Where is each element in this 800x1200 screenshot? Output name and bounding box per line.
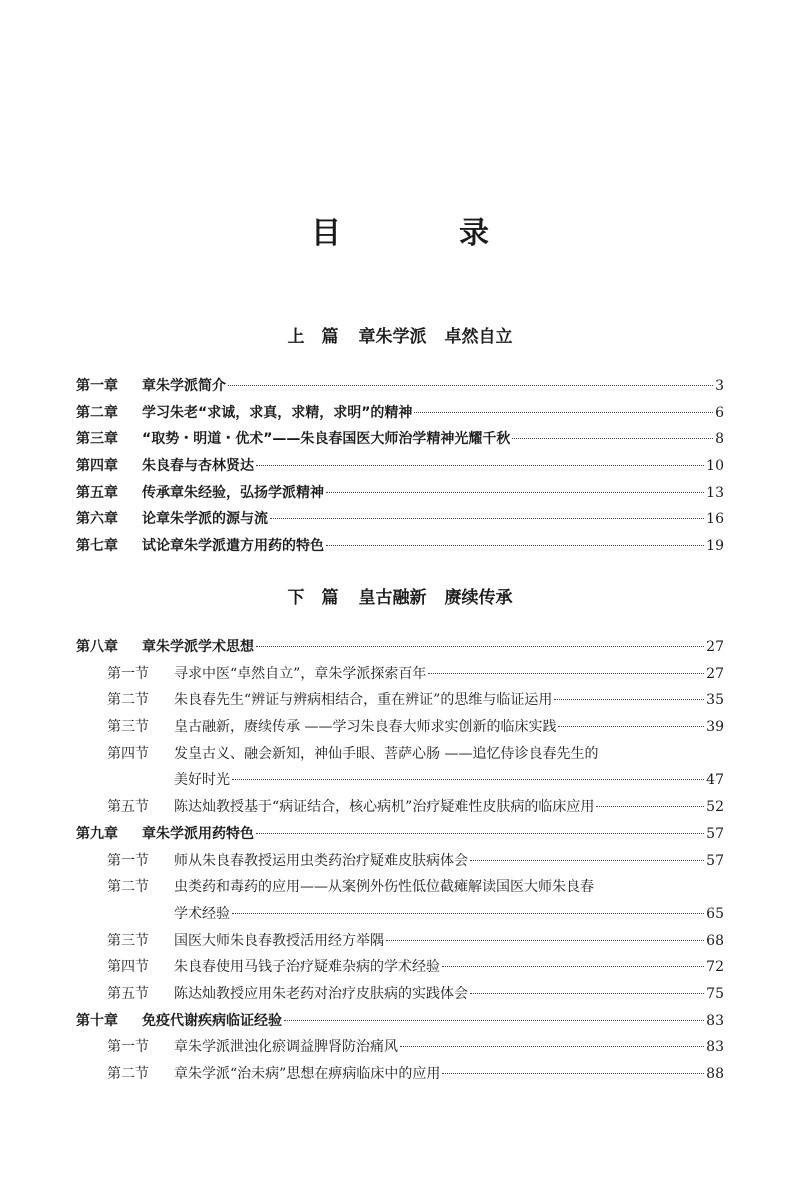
page-number: 39 — [706, 719, 724, 736]
toc-upper-list — [76, 373, 724, 560]
section-title: 发皇古义、融会新知，神仙手眼、菩萨心肠 ——追忆侍诊良春先生的 — [174, 745, 599, 762]
page-number: 65 — [706, 905, 724, 922]
section-number: 第一节 — [107, 665, 149, 682]
dot-leader — [554, 699, 704, 700]
dot-leader — [596, 806, 704, 807]
toc-entry-section[interactable] — [76, 741, 724, 768]
chapter-title: “取势・明道・优术”——朱良春国医大师治学精神光耀千秋 — [142, 431, 511, 448]
chapter-title: 章朱学派学术思想 — [142, 639, 254, 655]
section-number: 第五节 — [107, 985, 149, 1002]
part-heading-lower — [0, 583, 800, 608]
page-number: 72 — [706, 959, 724, 976]
part-title-b: 卓然自立 — [444, 327, 513, 347]
section-title: 虫类药和毒药的应用——从案例外伤性低位截瘫解读国医大师朱良春 — [174, 879, 594, 896]
section-title-continued: 美好时光 — [174, 772, 230, 789]
toc-entry-section[interactable] — [76, 794, 724, 821]
chapter-number: 第九章 — [76, 825, 118, 842]
part-label: 上 篇 — [287, 327, 339, 347]
dot-leader — [442, 1073, 704, 1074]
toc-entry-section[interactable] — [76, 981, 724, 1008]
section-title: 师从朱良春教授运用虫类药治疗疑难皮肤病体会 — [174, 852, 468, 869]
chapter-title: 试论章朱学派遣方用药的特色 — [142, 538, 324, 555]
toc-entry-section[interactable] — [76, 1034, 724, 1061]
dot-leader — [256, 465, 704, 466]
section-title: 陈达灿教授应用朱老药对治疗皮肤病的实践体会 — [174, 985, 468, 1002]
toc-entry-section[interactable] — [76, 928, 724, 955]
page-number: 16 — [706, 511, 724, 528]
section-number: 第三节 — [107, 932, 149, 949]
toc-entry-chapter-7[interactable] — [76, 533, 724, 560]
page-number: 8 — [715, 431, 724, 448]
chapter-number: 第七章 — [76, 538, 118, 555]
dot-leader — [284, 1020, 704, 1021]
dot-leader — [256, 833, 704, 834]
chapter-number: 第二章 — [76, 404, 118, 421]
toc-lower-list — [76, 634, 724, 1088]
chapter-number: 第一章 — [76, 378, 118, 394]
dot-leader — [400, 1046, 704, 1047]
section-number: 第四节 — [107, 745, 149, 762]
toc-entry-chapter-1[interactable] — [76, 373, 724, 400]
dot-leader — [470, 860, 704, 861]
toc-entry-chapter-2[interactable] — [76, 400, 724, 427]
chapter-title: 免疫代谢疾病临证经验 — [142, 1012, 282, 1029]
section-number: 第四节 — [107, 959, 149, 976]
page-number: 52 — [706, 799, 724, 816]
dot-leader — [414, 412, 713, 413]
toc-entry-continuation[interactable] — [76, 767, 724, 794]
section-title-continued: 学术经验 — [174, 905, 230, 922]
page-number: 75 — [706, 985, 724, 1002]
dot-leader — [470, 993, 704, 994]
page-number: 57 — [706, 825, 724, 842]
toc-entry-chapter-4[interactable] — [76, 453, 724, 480]
part-title-b: 赓续传承 — [444, 588, 513, 608]
toc-entry-section[interactable] — [76, 687, 724, 714]
dot-leader — [270, 518, 704, 519]
toc-entry-section[interactable] — [76, 714, 724, 741]
dot-leader — [512, 438, 713, 439]
page-number: 88 — [706, 1066, 724, 1082]
toc-entry-section[interactable] — [76, 1061, 724, 1088]
toc-entry-chapter-8[interactable] — [76, 634, 724, 661]
chapter-title: 章朱学派用药特色 — [142, 825, 254, 842]
chapter-title: 学习朱老“求诚，求真，求精，求明”的精神 — [142, 404, 413, 421]
toc-entry-chapter-3[interactable] — [76, 426, 724, 453]
chapter-title: 朱良春与杏林贤达 — [142, 458, 254, 475]
page-number: 13 — [706, 484, 724, 501]
chapter-number: 第六章 — [76, 511, 118, 528]
dot-leader — [326, 492, 704, 493]
section-title: 皇古融新，赓续传承 ——学习朱良春大师求实创新的临床实践 — [174, 719, 557, 736]
chapter-number: 第三章 — [76, 431, 118, 448]
dot-leader — [256, 646, 704, 647]
section-number: 第二节 — [107, 692, 149, 709]
chapter-title: 论章朱学派的源与流 — [142, 511, 268, 528]
dot-leader — [428, 673, 704, 674]
page-number: 3 — [715, 378, 724, 394]
page-number: 68 — [706, 932, 724, 949]
toc-entry-chapter-6[interactable] — [76, 506, 724, 533]
dot-leader — [442, 966, 704, 967]
page-number: 47 — [706, 772, 724, 789]
section-number: 第五节 — [107, 799, 149, 816]
page-number: 27 — [706, 639, 724, 655]
page-number: 35 — [706, 692, 724, 709]
toc-entry-chapter-10[interactable] — [76, 1008, 724, 1035]
section-title: 陈达灿教授基于“病证结合，核心病机”治疗疑难性皮肤病的临床应用 — [174, 799, 595, 816]
page-number: 19 — [706, 538, 724, 555]
section-title: 章朱学派泄浊化瘀调益脾肾防治痛风 — [174, 1039, 398, 1056]
toc-entry-section[interactable] — [76, 874, 724, 901]
page-number: 10 — [706, 458, 724, 475]
dot-leader — [558, 726, 704, 727]
chapter-title: 传承章朱经验，弘扬学派精神 — [142, 484, 324, 501]
part-heading-upper — [0, 322, 800, 347]
section-title: 朱良春使用马钱子治疗疑难杂病的学术经验 — [174, 959, 440, 976]
dot-leader — [228, 385, 713, 386]
page-title: 目 录 — [311, 216, 533, 251]
dot-leader — [326, 545, 704, 546]
page-number: 83 — [706, 1039, 724, 1056]
section-number: 第二节 — [107, 1066, 149, 1082]
dot-leader — [232, 779, 704, 780]
chapter-number: 第八章 — [76, 639, 118, 655]
section-title: 国医大师朱良春教授活用经方举隅 — [174, 932, 384, 949]
section-title: 章朱学派“治未病”思想在痹病临床中的应用 — [174, 1066, 441, 1082]
page-number: 27 — [706, 665, 724, 682]
toc-entry-section[interactable] — [76, 661, 724, 688]
toc-entry-section[interactable] — [76, 954, 724, 981]
dot-leader — [232, 913, 704, 914]
dot-leader — [386, 940, 704, 941]
chapter-number: 第四章 — [76, 458, 118, 475]
chapter-title: 章朱学派简介 — [142, 378, 226, 394]
part-title-a: 章朱学派 — [358, 327, 427, 347]
toc-entry-continuation[interactable] — [76, 901, 724, 928]
chapter-number: 第五章 — [76, 484, 118, 501]
chapter-number: 第十章 — [76, 1012, 118, 1029]
page-number: 6 — [715, 404, 724, 421]
part-label: 下 篇 — [287, 588, 339, 608]
section-number: 第一节 — [107, 852, 149, 869]
toc-entry-chapter-5[interactable] — [76, 480, 724, 507]
section-number: 第二节 — [107, 879, 149, 896]
toc-entry-chapter-9[interactable] — [76, 821, 724, 848]
section-title: 朱良春先生“辨证与辨病相结合，重在辨证”的思维与临证运用 — [174, 692, 553, 709]
page-number: 57 — [706, 852, 724, 869]
toc-entry-section[interactable] — [76, 848, 724, 875]
section-number: 第一节 — [107, 1039, 149, 1056]
section-title: 寻求中医“卓然自立”，章朱学派探索百年 — [174, 665, 427, 682]
section-number: 第三节 — [107, 719, 149, 736]
part-title-a: 皇古融新 — [358, 588, 427, 608]
page-number: 83 — [706, 1012, 724, 1029]
